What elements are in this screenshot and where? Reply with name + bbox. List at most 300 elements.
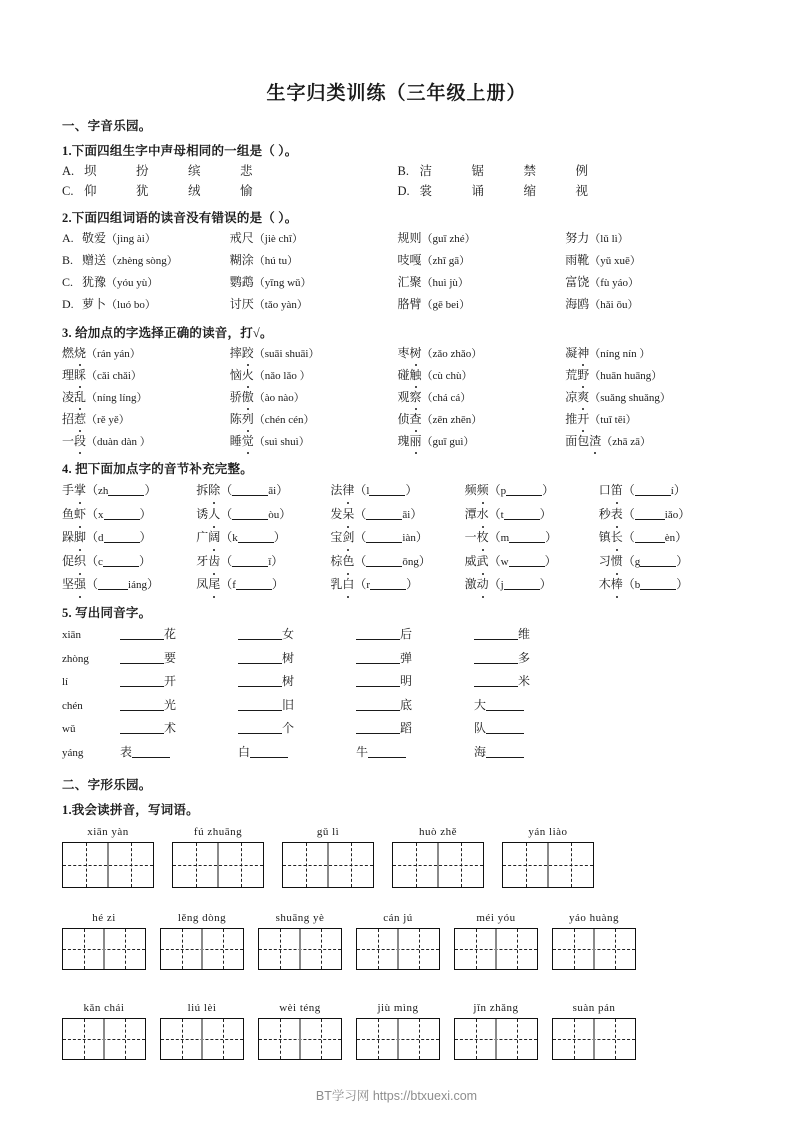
- q4-answer-blank[interactable]: [635, 530, 665, 543]
- emphasis-dot-char: 触: [410, 366, 422, 386]
- writing-grid-box[interactable]: [454, 1018, 538, 1060]
- q4-paren-close: ）: [544, 553, 557, 568]
- q5-answer-blank[interactable]: [486, 721, 524, 734]
- q5-fixed-char: 大: [474, 697, 487, 712]
- q4-answer-blank[interactable]: [635, 507, 665, 520]
- q1-option-char: 裳: [419, 184, 433, 198]
- q4-item: [465, 574, 599, 596]
- q2-option-tag: A.: [62, 231, 74, 245]
- q5-row: [62, 648, 733, 671]
- q5-answer-blank[interactable]: [132, 745, 170, 758]
- q2-pinyin: （yīng wǔ）: [253, 277, 312, 289]
- emphasis-dot-char: 树: [410, 344, 422, 364]
- q3-pinyin-choices: （suì shuì）: [253, 435, 310, 448]
- q4-item: [62, 574, 196, 596]
- q4-final: ōng: [402, 555, 419, 568]
- q4-paren-open: （: [220, 530, 233, 544]
- writing-grid-box[interactable]: [160, 1018, 244, 1060]
- q3-pinyin-choices: （suāi shuāi）: [253, 347, 320, 360]
- grid-guide-line: [103, 929, 105, 969]
- q4-answer-blank[interactable]: [504, 507, 540, 520]
- q3-pinyin-choices: （chén cén）: [253, 413, 315, 426]
- q4-answer-blank[interactable]: [104, 507, 140, 520]
- q5-fixed-char: 明: [400, 674, 413, 688]
- q4-answer-blank[interactable]: [108, 483, 144, 496]
- q5-rows: [62, 624, 733, 764]
- writing-grid-item: [356, 912, 440, 970]
- q5-pinyin-label: chén: [62, 699, 83, 712]
- q5-answer-blank[interactable]: [356, 651, 400, 664]
- q5-answer-blank[interactable]: [486, 745, 524, 758]
- q1-option-char: 洁: [419, 164, 433, 178]
- q5-item: [120, 648, 238, 670]
- emphasis-dot-char: 丽: [410, 432, 422, 452]
- q5-fixed-char: 花: [164, 627, 177, 641]
- q4-paren-close: ）: [678, 506, 691, 521]
- q5-item: [356, 671, 474, 693]
- q4-item: [330, 504, 464, 526]
- q3-rows: [62, 344, 733, 453]
- q2-row: [62, 229, 733, 250]
- q4-final: òu: [268, 508, 280, 521]
- q3-pinyin-choices: （níng nín ）: [589, 347, 651, 360]
- q5-answer-blank[interactable]: [238, 627, 282, 640]
- writing-grid-rows: [62, 826, 733, 1060]
- grid-guide-line: [201, 1019, 203, 1059]
- grid-guide-line: [495, 1019, 497, 1059]
- emphasis-dot-char: 水: [477, 504, 489, 525]
- q2-option-tag: C.: [62, 275, 74, 289]
- q4-paren-open: （: [86, 577, 99, 591]
- q4-word-prefix: 发: [330, 506, 343, 521]
- q4-paren-close: ）: [279, 506, 292, 521]
- q2-pinyin: （jiè chī）: [253, 233, 303, 245]
- q4-item: [196, 480, 330, 502]
- q3-word-prefix: 侦: [397, 411, 410, 426]
- q3-word-prefix: 碰: [397, 367, 410, 382]
- q4-answer-blank[interactable]: [98, 577, 128, 590]
- q2-item: [398, 273, 566, 294]
- q4-answer-blank[interactable]: [504, 577, 540, 590]
- q4-paren-close: ）: [271, 577, 284, 591]
- writing-grid-box[interactable]: [62, 1018, 146, 1060]
- emphasis-dot-char: 动: [477, 574, 489, 595]
- q1-option-tag: A.: [62, 164, 75, 178]
- writing-grid-box[interactable]: [258, 928, 342, 970]
- q5-answer-blank[interactable]: [474, 674, 518, 687]
- emphasis-dot-char: 齿: [208, 551, 220, 572]
- q4-word-prefix: 牙: [196, 553, 209, 568]
- q4-paren-open: （: [354, 483, 367, 497]
- q3-word-prefix: 骄: [229, 389, 242, 404]
- q4-word-prefix: 习: [598, 553, 611, 568]
- q4-row: [62, 551, 733, 573]
- grid-guide-line: [437, 843, 439, 887]
- q5-item: [356, 718, 474, 740]
- q3-word-prefix: 凉: [565, 389, 578, 404]
- q4-paren-open: （: [622, 506, 635, 521]
- q4-paren-open: （: [354, 577, 367, 591]
- q5-row: [62, 671, 733, 694]
- q4-word-prefix: 频: [464, 483, 477, 497]
- writing-grid-box[interactable]: [392, 842, 484, 888]
- q4-item: [465, 527, 599, 549]
- q4-item: [465, 480, 599, 502]
- q5-answer-blank[interactable]: [250, 745, 288, 758]
- q4-answer-blank[interactable]: [635, 483, 671, 496]
- emphasis-dot-char: 烧: [74, 344, 86, 364]
- q4-initial: r: [366, 579, 371, 591]
- q5-answer-blank[interactable]: [474, 651, 518, 664]
- writing-grid-item: [258, 1002, 342, 1060]
- q5-item: [356, 624, 474, 646]
- q5-answer-blank[interactable]: [238, 674, 282, 687]
- q1-option-char: 绒: [188, 184, 201, 198]
- q3-word-prefix: 面包: [565, 433, 590, 448]
- q4-answer-blank[interactable]: [640, 554, 676, 567]
- emphasis-dot-char: 觉: [242, 432, 254, 452]
- q5-item: [120, 718, 238, 740]
- q1-option-char: 缩: [523, 184, 537, 198]
- q5-answer-blank[interactable]: [368, 745, 406, 758]
- q5-item: [238, 718, 356, 740]
- q4-item: [599, 527, 733, 549]
- q5-answer-blank[interactable]: [356, 674, 400, 687]
- q1-option-char: 视: [575, 184, 589, 198]
- q4-word-prefix: 法: [330, 483, 343, 497]
- q4-initial: c: [98, 555, 103, 568]
- q3-item: [565, 388, 733, 409]
- writing-grid-box[interactable]: [552, 1018, 636, 1060]
- q4-final: iáng: [128, 579, 147, 591]
- q4-answer-blank[interactable]: [238, 530, 274, 543]
- q5-answer-blank[interactable]: [120, 698, 164, 711]
- q3-item: [230, 344, 398, 365]
- grid-guide-line: [299, 1019, 301, 1059]
- q4-word-prefix: 激: [464, 577, 477, 591]
- emphasis-dot-char: 织: [74, 551, 86, 572]
- q5-item: [238, 624, 356, 646]
- writing-grid-box[interactable]: [356, 928, 440, 970]
- page-title: 生字归类训练（三年级上册）: [266, 83, 527, 104]
- q4-paren-open: （: [622, 553, 635, 568]
- emphasis-dot-char: 武: [477, 551, 489, 572]
- emphasis-dot-char: 律: [342, 480, 354, 501]
- q1-option: [62, 182, 398, 201]
- emphasis-dot-char: 查: [410, 410, 422, 430]
- q4-initial: m: [500, 532, 510, 544]
- emphasis-dot-char: 呆: [342, 504, 354, 525]
- q1-option: [62, 162, 398, 181]
- emphasis-dot-char: 笛: [611, 480, 623, 501]
- q3-word-prefix: 瑰: [397, 433, 410, 448]
- writing-grid-pinyin: xiān yàn: [87, 826, 129, 838]
- writing-grid-box[interactable]: [172, 842, 264, 888]
- writing-grid-box[interactable]: [258, 1018, 342, 1060]
- q5-fixed-char: 队: [474, 721, 487, 735]
- q2-item: [230, 251, 398, 272]
- q1-prompt: 1.下面四组生字中声母相同的一组是（ ）。: [62, 144, 298, 158]
- q4-paren-open: （: [622, 530, 635, 544]
- q4-final: iàn: [402, 532, 416, 544]
- q4-paren-close: ）: [676, 577, 689, 591]
- q4-answer-blank[interactable]: [236, 577, 272, 590]
- q5-item: [356, 742, 474, 764]
- q4-answer-blank[interactable]: [366, 554, 402, 567]
- q5-fixed-char: 白: [238, 744, 251, 759]
- q4-answer-blank[interactable]: [506, 483, 542, 496]
- q5-answer-blank[interactable]: [474, 627, 518, 640]
- q4-final: āi: [402, 508, 411, 521]
- q4-word-prefix: 口: [598, 483, 611, 497]
- q4-answer-blank[interactable]: [104, 530, 140, 543]
- grid-guide-line: [327, 843, 329, 887]
- grid-guide-line: [593, 929, 595, 969]
- writing-grid-pinyin: suàn pán: [572, 1002, 616, 1014]
- q4-answer-blank[interactable]: [232, 483, 268, 496]
- writing-grid-box[interactable]: [356, 1018, 440, 1060]
- writing-grid-item: [552, 1002, 636, 1060]
- q2-word: 规则: [397, 231, 422, 245]
- writing-grid-pinyin: lěng dòng: [177, 912, 227, 924]
- q2-item: [565, 273, 733, 294]
- q3-pinyin-choices: （zhā zā）: [601, 435, 652, 448]
- q1-option-char: 锯: [471, 164, 485, 178]
- writing-grid-pinyin: liú lèi: [187, 1002, 217, 1014]
- q3-item: [62, 344, 230, 365]
- emphasis-dot-char: 脚: [74, 527, 86, 548]
- q5-item: [474, 718, 592, 740]
- q4-paren-open: （: [86, 553, 99, 568]
- q4-final: āi: [268, 485, 277, 497]
- q4-answer-blank[interactable]: [103, 554, 139, 567]
- q4-item: [330, 574, 464, 596]
- writing-grid-row: [62, 912, 733, 970]
- writing-grid-pinyin: hé zi: [92, 912, 116, 924]
- q4-paren-close: ）: [539, 577, 552, 591]
- q1-option-chars: [420, 182, 734, 201]
- q1-option-char: 坝: [84, 164, 97, 178]
- grid-guide-line: [593, 1019, 595, 1059]
- writing-grid-box[interactable]: [454, 928, 538, 970]
- q5-answer-blank[interactable]: [356, 627, 400, 640]
- q3-pinyin-choices: （níng líng）: [86, 391, 148, 404]
- q4-word-prefix: 宝: [330, 530, 343, 544]
- q2-pinyin: （zhèng sòng）: [106, 255, 178, 267]
- q4-word-prefix: 凤: [196, 577, 209, 591]
- q4-word-prefix: 鱼: [62, 506, 75, 521]
- q5-item: [238, 695, 356, 717]
- q4-answer-blank[interactable]: [232, 554, 268, 567]
- q2-row: [62, 273, 733, 294]
- q5-row: [62, 695, 733, 718]
- writing-grid-item: [62, 1002, 146, 1060]
- q2-item: [230, 273, 398, 294]
- writing-grid-item: [160, 1002, 244, 1060]
- q4-initial: zh: [98, 485, 109, 497]
- q2-word: 讨厌: [229, 297, 254, 311]
- q5-item: [120, 671, 238, 693]
- q5-answer-blank[interactable]: [356, 721, 400, 734]
- q4-item: [599, 504, 733, 526]
- q3-pinyin-choices: （guī guì）: [421, 435, 475, 448]
- q4-item: [196, 504, 330, 526]
- q4-paren-open: （: [86, 483, 99, 497]
- writing-grid-pinyin: jǐn zhǎng: [473, 1002, 519, 1014]
- emphasis-dot-char: 段: [74, 432, 86, 452]
- grid-guide-line: [201, 929, 203, 969]
- q5-fixed-char: 弹: [400, 650, 413, 665]
- emphasis-dot-char: 神: [577, 344, 589, 364]
- q4-paren-open: （: [220, 506, 233, 521]
- q5-answer-blank[interactable]: [120, 721, 164, 734]
- writing-grid-pinyin: méi yóu: [476, 912, 516, 924]
- q2-pinyin: （huì jù）: [421, 277, 469, 289]
- q5-prompt: 5. 写出同音字。: [62, 606, 152, 620]
- q5-answer-blank[interactable]: [120, 674, 164, 687]
- q4-paren-open: （: [220, 553, 233, 568]
- q5-answer-blank[interactable]: [486, 698, 524, 711]
- q1-option-row: [62, 162, 733, 181]
- q3-item: [565, 366, 733, 387]
- q3-item: [230, 388, 398, 409]
- q3-item: [62, 366, 230, 387]
- emphasis-dot-char: 虾: [74, 504, 86, 525]
- q5-pinyin-label: zhòng: [62, 652, 89, 665]
- writing-grid-pinyin: gǔ lì: [316, 826, 340, 838]
- q4-answer-blank[interactable]: [366, 507, 402, 520]
- q5-fixed-char: 树: [282, 674, 295, 688]
- q3-row: [62, 410, 733, 431]
- q2-pinyin: （gē bei）: [421, 299, 471, 311]
- q4-initial: d: [98, 532, 104, 544]
- q4-paren-open: （: [488, 553, 501, 568]
- emphasis-dot-char: 长: [611, 527, 623, 548]
- q2-word: 吱嘎: [397, 253, 422, 267]
- q2-item: [230, 229, 398, 250]
- q4-answer-blank[interactable]: [370, 577, 406, 590]
- q5-item: [120, 742, 238, 764]
- q3-row: [62, 366, 733, 387]
- writing-grid-pinyin: yáo huàng: [568, 912, 619, 924]
- emphasis-dot-char: 爽: [577, 388, 589, 408]
- q5-answer-blank[interactable]: [120, 651, 164, 664]
- q4-answer-blank[interactable]: [640, 577, 676, 590]
- q2-pinyin: （zhī gā）: [421, 255, 471, 267]
- grid-guide-line: [103, 1019, 105, 1059]
- q4-item: [62, 527, 196, 549]
- q2-word: 海鸥: [565, 297, 590, 311]
- emphasis-dot-char: 睬: [74, 366, 86, 386]
- q4-item: [330, 551, 464, 573]
- q1-option: [398, 162, 734, 181]
- q4-item: [62, 480, 196, 502]
- grid-guide-line: [547, 843, 549, 887]
- q4-word-prefix: 跺: [62, 530, 75, 544]
- q4-answer-blank[interactable]: [232, 507, 268, 520]
- q4-paren-open: （: [220, 483, 233, 497]
- emphasis-dot-char: 火: [242, 366, 254, 386]
- q2-item: [565, 251, 733, 272]
- q4-item: [599, 551, 733, 573]
- q2-item: [398, 229, 566, 250]
- q1-option-chars: [420, 162, 734, 181]
- q5-fixed-char: 术: [164, 721, 177, 735]
- q1-option-char: 缤: [188, 164, 201, 178]
- q4-answer-blank[interactable]: [509, 530, 545, 543]
- q5-answer-blank[interactable]: [120, 627, 164, 640]
- q5-fixed-char: 表: [120, 744, 133, 759]
- q4-paren-close: ）: [405, 483, 418, 497]
- q5-item: [474, 695, 592, 717]
- q2-item: [230, 295, 398, 316]
- writing-grid-box[interactable]: [160, 928, 244, 970]
- q5-answer-blank[interactable]: [238, 721, 282, 734]
- emphasis-dot-char: 列: [242, 410, 254, 430]
- q1-option-chars: [84, 182, 398, 201]
- q4-answer-blank[interactable]: [366, 530, 402, 543]
- q2-word: 雨靴: [565, 253, 590, 267]
- q4-initial: f: [232, 579, 236, 591]
- emphasis-dot-char: 乱: [74, 388, 86, 408]
- emphasis-dot-char: 察: [410, 388, 422, 408]
- q1-option-row: [62, 182, 733, 201]
- q5-answer-blank[interactable]: [238, 651, 282, 664]
- grid-guide-line: [217, 843, 219, 887]
- q4-item: [196, 527, 330, 549]
- q5-fixed-char: 蹈: [400, 721, 413, 735]
- writing-grid-box[interactable]: [62, 928, 146, 970]
- writing-grid-box[interactable]: [502, 842, 594, 888]
- emphasis-dot-char: 棒: [611, 574, 623, 595]
- q5-pinyin-label: xiān: [62, 629, 81, 641]
- writing-grid-box[interactable]: [282, 842, 374, 888]
- q4-word-prefix: 促: [62, 553, 75, 568]
- writing-grid-pinyin: kǎn chái: [83, 1002, 125, 1014]
- q2-pinyin: （hú tu）: [253, 255, 299, 267]
- q5-item: [238, 742, 356, 764]
- q4-initial: g: [634, 555, 641, 568]
- q4-paren-close: ）: [271, 553, 284, 568]
- q4-paren-open: （: [622, 577, 635, 591]
- grid-guide-line: [397, 1019, 399, 1059]
- q2-item: [62, 251, 230, 272]
- q4-rows: [62, 480, 733, 596]
- q5-fixed-char: 海: [474, 744, 487, 759]
- q5-answer-blank[interactable]: [356, 698, 400, 711]
- writing-grid-item: [552, 912, 636, 970]
- emphasis-dot-char: 白: [342, 574, 354, 595]
- q4-answer-blank[interactable]: [509, 554, 545, 567]
- q3-item: [230, 432, 398, 453]
- q2-word: 萝卜: [82, 297, 107, 311]
- q2-item: [398, 295, 566, 316]
- q2-row: [62, 251, 733, 272]
- emphasis-dot-char: 频: [477, 480, 489, 501]
- writing-grid-box[interactable]: [62, 842, 154, 888]
- q5-answer-blank[interactable]: [238, 698, 282, 711]
- writing-grid-box[interactable]: [552, 928, 636, 970]
- q4-final: èn: [664, 532, 676, 544]
- q2-word: 戒尺: [229, 231, 254, 245]
- q4-answer-blank[interactable]: [369, 483, 405, 496]
- q5-fixed-char: 光: [164, 697, 177, 712]
- q2-word: 犹豫: [82, 275, 107, 289]
- q4-row: [62, 574, 733, 596]
- writing-grid-pinyin: wèi téng: [279, 1002, 321, 1014]
- q5-fixed-char: 维: [518, 627, 531, 641]
- q3-pinyin-choices: （suǎng shuǎng）: [589, 391, 671, 404]
